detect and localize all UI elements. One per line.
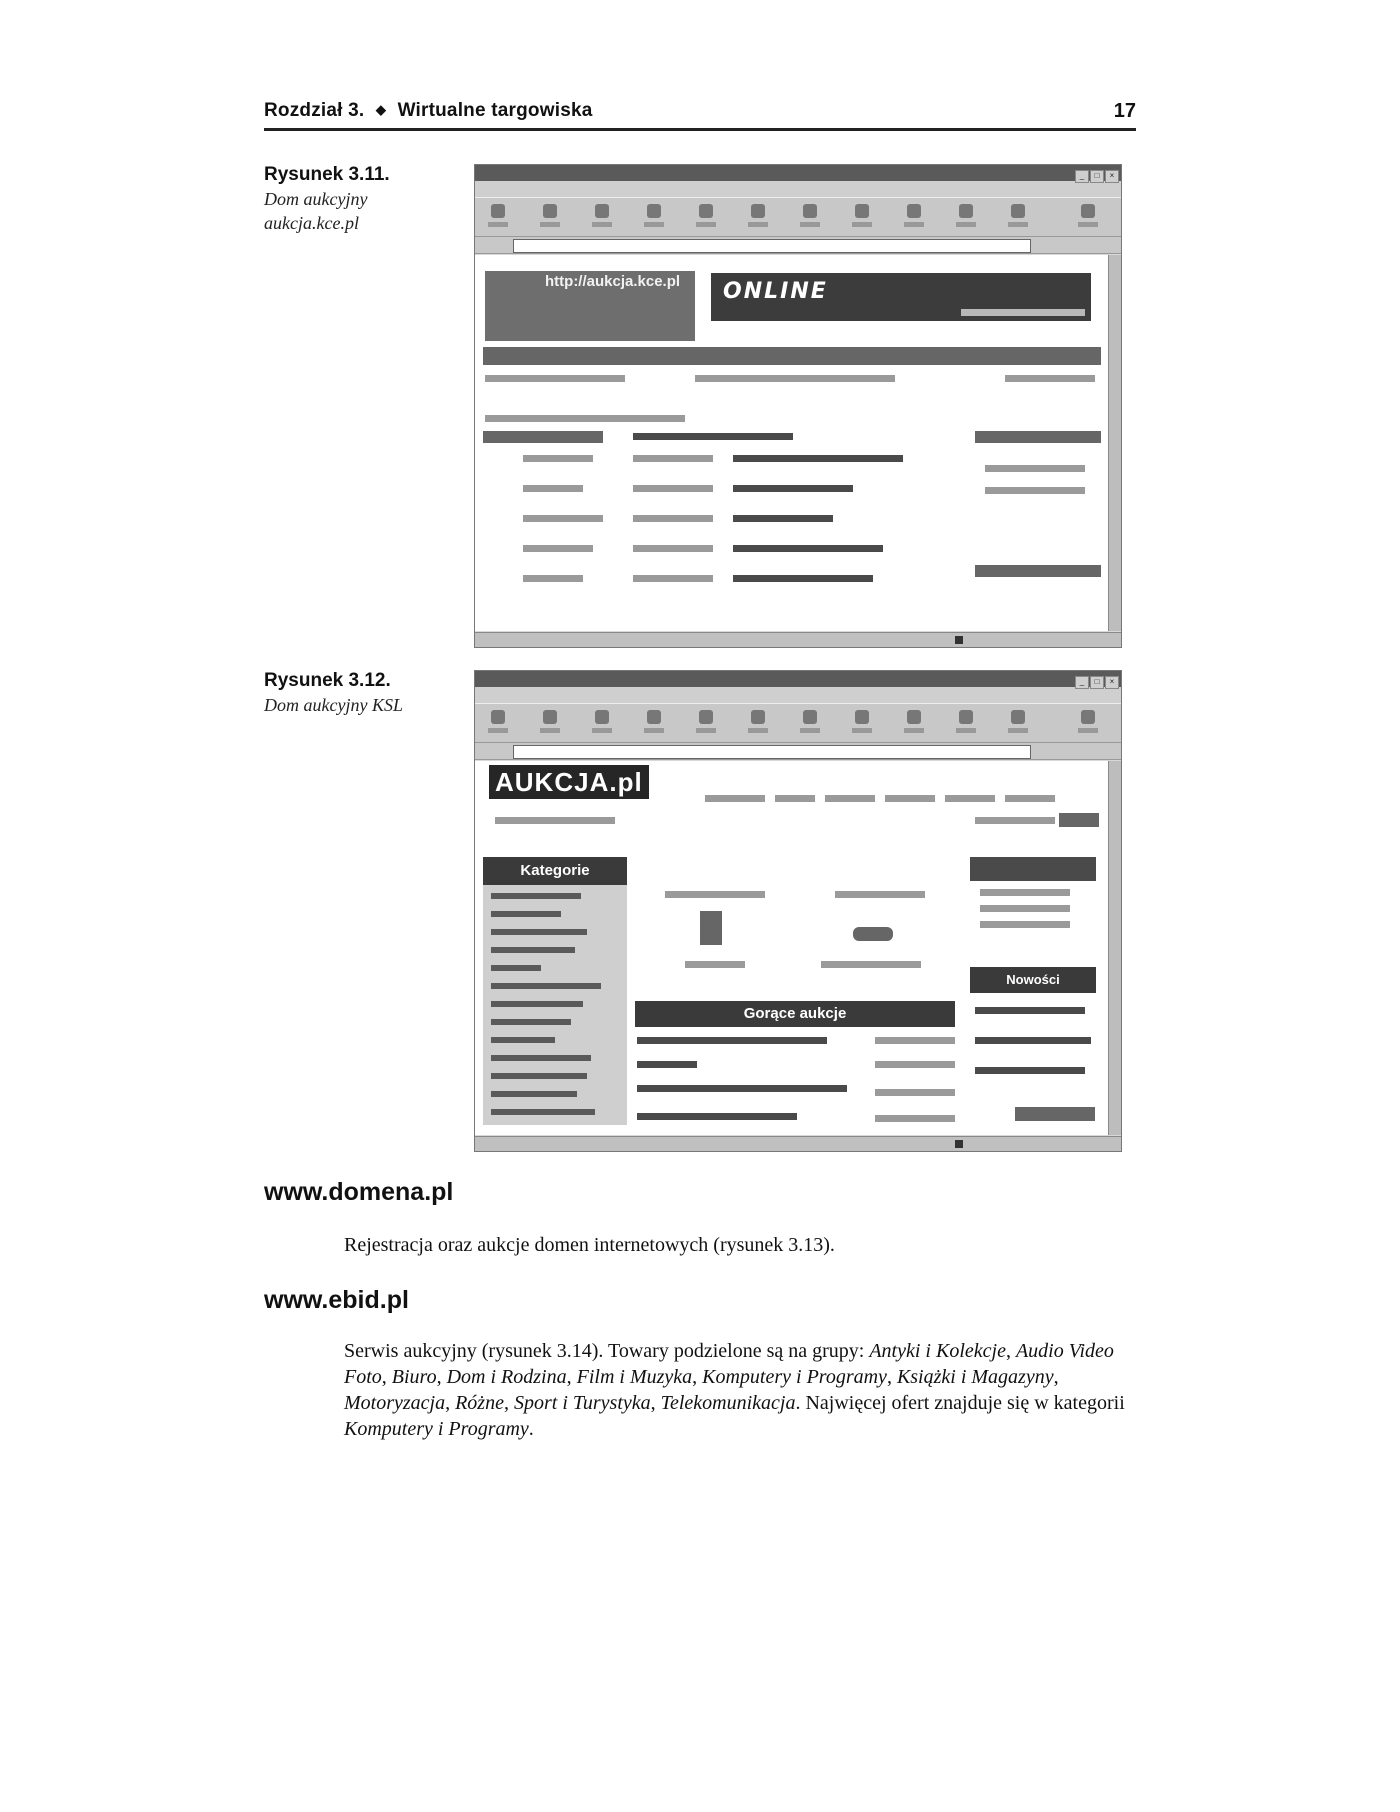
ebid-period: . bbox=[528, 1418, 534, 1440]
news-item bbox=[975, 1007, 1085, 1014]
browser-toolbar bbox=[475, 703, 1121, 743]
categories-header bbox=[483, 431, 603, 443]
auction-date bbox=[633, 515, 713, 522]
history-icon bbox=[849, 204, 875, 230]
search-icon bbox=[745, 710, 771, 736]
featured-link bbox=[821, 961, 921, 968]
section-text-domena: Rejestracja oraz aukcje domen internetowych (rysunek 3.13). bbox=[344, 1234, 835, 1256]
search-field bbox=[485, 375, 625, 382]
window-titlebar bbox=[475, 671, 1121, 687]
hot-auction-date bbox=[875, 1089, 955, 1096]
running-header bbox=[264, 98, 1136, 131]
group-item: Film i Muzyka bbox=[576, 1366, 693, 1388]
stop-icon bbox=[589, 710, 615, 736]
refresh-button bbox=[1015, 1107, 1095, 1121]
category-item bbox=[523, 515, 603, 522]
hot-auction-link bbox=[637, 1113, 797, 1120]
user-field bbox=[495, 817, 615, 824]
address-bar bbox=[475, 743, 1121, 760]
print-icon bbox=[953, 710, 979, 736]
top-category: Komputery i Programy bbox=[344, 1418, 529, 1440]
new-user-header bbox=[970, 857, 1096, 881]
auction-link bbox=[733, 455, 903, 462]
history-icon bbox=[849, 710, 875, 736]
window-controls bbox=[1074, 167, 1119, 183]
vertical-scrollbar bbox=[1108, 255, 1121, 631]
section-text-ebid: Serwis aukcyjny (rysunek 3.14). Towary podzielone są na grupy: Antyki i Kolekcje, Audio Video Foto, Biuro, Dom i Rodzina, Film i Muzyka, Komputery i Programy, Książki i Magazyny, Motoryzacja, Różne, Sport i Turystyka, Telekomunikacja. Najwięcej ofert znajduje się w kategorii Komputery i Programy. bbox=[344, 1340, 1125, 1440]
close-icon: × bbox=[1105, 170, 1119, 183]
stop-icon bbox=[589, 204, 615, 230]
auction-link bbox=[733, 515, 833, 522]
group-item: Motoryzacja bbox=[344, 1392, 446, 1414]
auction-link bbox=[733, 485, 853, 492]
group-item: Komputery i Programy bbox=[702, 1366, 887, 1388]
search-icon bbox=[745, 204, 771, 230]
banner-link bbox=[961, 309, 1085, 316]
maximize-icon: □ bbox=[1090, 170, 1104, 183]
news-header: Nowości bbox=[970, 967, 1096, 993]
auction-date bbox=[633, 485, 713, 492]
group-item: Antyki i Kolekcje bbox=[869, 1340, 1006, 1362]
figure-desc-line1: Dom aukcyjny bbox=[264, 189, 368, 209]
promo-image bbox=[700, 911, 722, 945]
vertical-scrollbar bbox=[1108, 761, 1121, 1135]
auction-link bbox=[733, 545, 883, 552]
category-item bbox=[523, 545, 593, 552]
favorites-icon bbox=[797, 710, 823, 736]
group-item: Telekomunikacja bbox=[660, 1392, 796, 1414]
figure-caption-3-12 bbox=[264, 670, 444, 716]
group-item: Książki i Magazyny bbox=[896, 1366, 1054, 1388]
messenger-icon bbox=[1075, 710, 1101, 736]
window-titlebar bbox=[475, 165, 1121, 181]
news-header bbox=[975, 565, 1101, 577]
info-text bbox=[485, 415, 685, 422]
url-field bbox=[513, 745, 1031, 759]
minimize-icon: _ bbox=[1075, 170, 1089, 183]
auction-date bbox=[633, 455, 713, 462]
featured-link bbox=[685, 961, 745, 968]
category-select bbox=[695, 375, 895, 382]
hot-auction-link bbox=[637, 1061, 697, 1068]
refresh-icon bbox=[641, 710, 667, 736]
ebid-intro: Serwis aukcyjny (rysunek 3.14). Towary podzielone są na grupy: bbox=[344, 1340, 870, 1362]
forward-icon bbox=[537, 204, 563, 230]
messenger-icon bbox=[1075, 204, 1101, 230]
page-viewport bbox=[475, 761, 1109, 1135]
browser-menubar bbox=[475, 181, 1121, 197]
home-icon bbox=[693, 204, 719, 230]
online-banner-text: ONLINE bbox=[723, 279, 828, 304]
auction-date bbox=[633, 545, 713, 552]
categories-list bbox=[483, 885, 627, 1125]
nav-strip bbox=[483, 347, 1101, 365]
chapter-label: Rozdział 3. bbox=[264, 100, 365, 121]
maximize-icon: □ bbox=[1090, 676, 1104, 689]
hot-auction-date bbox=[875, 1037, 955, 1044]
url-field bbox=[513, 239, 1031, 253]
mail-icon bbox=[901, 204, 927, 230]
address-bar bbox=[475, 237, 1121, 254]
page-number: 17 bbox=[1113, 100, 1136, 122]
password-field bbox=[985, 487, 1085, 494]
home-icon bbox=[693, 710, 719, 736]
section-title-domena: www.domena.pl bbox=[264, 1178, 454, 1206]
nav-link bbox=[775, 795, 815, 802]
login-field bbox=[985, 465, 1085, 472]
category-item bbox=[523, 485, 583, 492]
site-logo-image bbox=[485, 271, 695, 341]
group-item: Dom i Rodzina bbox=[446, 1366, 567, 1388]
forward-icon bbox=[537, 710, 563, 736]
group-item: Różne bbox=[455, 1392, 504, 1414]
browser-menubar bbox=[475, 687, 1121, 703]
hot-auction-link bbox=[637, 1085, 847, 1092]
edit-icon bbox=[1005, 204, 1031, 230]
recent-auctions-header bbox=[633, 433, 793, 440]
minimize-icon: _ bbox=[1075, 676, 1089, 689]
group-item: Biuro bbox=[391, 1366, 437, 1388]
ebid-outro: Najwięcej ofert znajduje się w kategorii bbox=[805, 1392, 1125, 1414]
refresh-icon bbox=[641, 204, 667, 230]
category-item bbox=[523, 575, 583, 582]
news-item bbox=[975, 1037, 1091, 1044]
categories-header: Kategorie bbox=[483, 857, 627, 885]
browser-toolbar bbox=[475, 197, 1121, 237]
nav-link bbox=[825, 795, 875, 802]
figure-number: Rysunek 3.11. bbox=[264, 164, 390, 185]
back-icon bbox=[485, 204, 511, 230]
online-banner bbox=[711, 273, 1091, 321]
screenshot-aukcja-kce bbox=[474, 164, 1122, 648]
search-field bbox=[975, 817, 1055, 824]
news-item bbox=[975, 1067, 1085, 1074]
featured-link bbox=[665, 891, 765, 898]
hot-auction-link bbox=[637, 1037, 827, 1044]
auction-link bbox=[733, 575, 873, 582]
figure-desc-line2: aukcja.kce.pl bbox=[264, 213, 359, 233]
chapter-title: Wirtualne targowiska bbox=[397, 100, 593, 121]
screenshot-aukcja-pl bbox=[474, 670, 1122, 1152]
section-title-ebid: www.ebid.pl bbox=[264, 1286, 409, 1314]
page-viewport bbox=[475, 255, 1109, 631]
hot-auction-date bbox=[875, 1115, 955, 1122]
hot-auctions-header: Gorące aukcje bbox=[635, 1001, 955, 1027]
edit-icon bbox=[1005, 710, 1031, 736]
print-icon bbox=[953, 204, 979, 230]
site-logo: AUKCJA.pl bbox=[489, 765, 649, 799]
site-logo-text: http://aukcja.kce.pl bbox=[545, 273, 681, 290]
hot-auction-date bbox=[875, 1061, 955, 1068]
diamond-separator-icon: ◆ bbox=[375, 102, 387, 117]
window-controls bbox=[1074, 673, 1119, 689]
help-link bbox=[980, 921, 1070, 928]
nav-link bbox=[705, 795, 765, 802]
figure-desc-line1: Dom aukcyjny KSL bbox=[264, 695, 403, 715]
group-item: Audio Video Foto bbox=[344, 1340, 1114, 1388]
help-link bbox=[980, 905, 1070, 912]
nav-link bbox=[1005, 795, 1055, 802]
browser-statusbar bbox=[475, 632, 1121, 647]
advanced-search-link bbox=[1005, 375, 1095, 382]
back-icon bbox=[485, 710, 511, 736]
chapter-heading bbox=[264, 100, 593, 122]
close-icon: × bbox=[1105, 676, 1119, 689]
nav-link bbox=[945, 795, 995, 802]
featured-link bbox=[835, 891, 925, 898]
nav-link bbox=[885, 795, 935, 802]
category-item bbox=[523, 455, 593, 462]
help-link bbox=[980, 889, 1070, 896]
mail-icon bbox=[901, 710, 927, 736]
search-button bbox=[1059, 813, 1099, 827]
car-image bbox=[853, 927, 893, 941]
browser-statusbar bbox=[475, 1136, 1121, 1151]
login-header bbox=[975, 431, 1101, 443]
group-item: Sport i Turystyka bbox=[513, 1392, 651, 1414]
figure-number: Rysunek 3.12. bbox=[264, 670, 391, 691]
figure-caption-3-11 bbox=[264, 164, 444, 234]
auction-date bbox=[633, 575, 713, 582]
favorites-icon bbox=[797, 204, 823, 230]
